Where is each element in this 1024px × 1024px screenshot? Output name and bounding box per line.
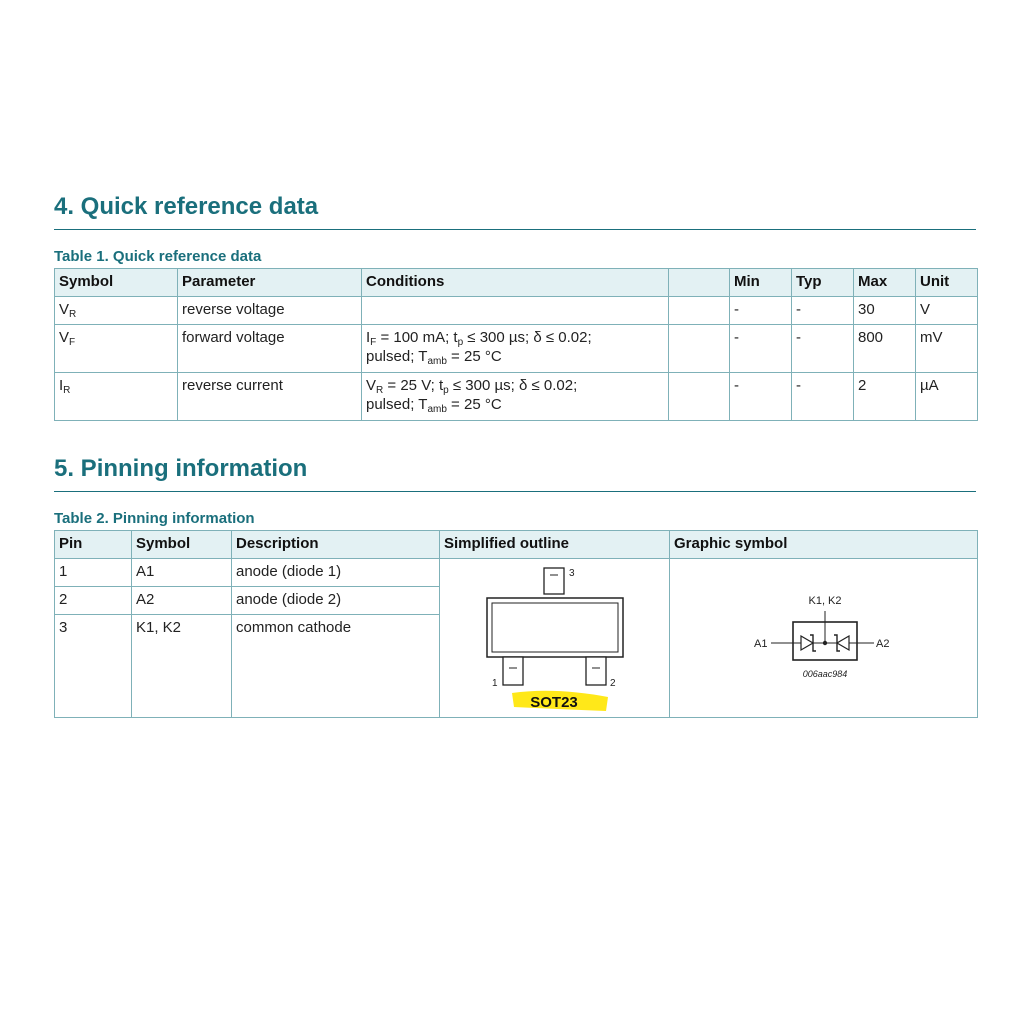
package-body [487, 598, 623, 657]
conditions-line-2: pulsed; $T_{amb} = 25$ °C [366, 348, 502, 367]
section-5-rule [54, 491, 976, 492]
max-cell: 30 [854, 297, 916, 325]
pinning-table [54, 530, 978, 718]
header-description: Description [232, 531, 440, 559]
pin-1-lead [503, 657, 523, 685]
pin-2-lead [586, 657, 606, 685]
pin-3-label: 3 [569, 568, 575, 579]
min-cell: - [730, 373, 792, 421]
header-typ: Typ [792, 269, 854, 297]
header-symbol: Symbol [55, 269, 178, 297]
header-max: Max [854, 269, 916, 297]
symbol-cell: $V_R$ [55, 297, 178, 325]
parameter-cell: forward voltage [178, 325, 362, 373]
diode-graphic-symbol [670, 559, 977, 717]
header-outline: Simplified outline [440, 531, 670, 559]
spacer-cell [669, 373, 730, 421]
max-cell: 800 [854, 325, 916, 373]
pin-1-label: 1 [492, 678, 498, 689]
description-cell: common cathode [232, 615, 440, 718]
pin-3-lead [544, 568, 564, 594]
table-row [55, 559, 978, 587]
table-header-row [55, 531, 978, 559]
conditions-line-1: $I_F = 100$ mA; $t_p \le 300$ µs; δ ≤ 0.02; [366, 329, 592, 348]
unit-cell: µA [916, 373, 978, 421]
conditions-cell [362, 325, 669, 373]
symbol-cell: $V_F$ [55, 325, 178, 373]
table-row [55, 325, 978, 373]
junction-dot [823, 641, 827, 645]
parameter-cell: reverse voltage [178, 297, 362, 325]
anode-1-label: A1 [754, 638, 768, 650]
header-conditions: Conditions [362, 269, 669, 297]
figure-reference-code: 006aac984 [802, 669, 848, 679]
table-1-caption: Table 1. Quick reference data [54, 248, 262, 265]
typ-cell: - [792, 373, 854, 421]
unit-cell: mV [916, 325, 978, 373]
spacer-cell [669, 325, 730, 373]
pin-cell: 3 [55, 615, 132, 718]
symbol-cell: A1 [132, 559, 232, 587]
sot23-outline-drawing [440, 559, 669, 717]
section-4-title: 4. Quick reference data [54, 193, 319, 220]
table-row [55, 297, 978, 325]
header-symbol: Symbol [132, 531, 232, 559]
min-cell: - [730, 325, 792, 373]
symbol-cell: K1, K2 [132, 615, 232, 718]
table-header-row [55, 269, 978, 297]
pin-cell: 2 [55, 587, 132, 615]
header-parameter: Parameter [178, 269, 362, 297]
typ-cell: - [792, 325, 854, 373]
pin-cell: 1 [55, 559, 132, 587]
conditions-line-2: pulsed; $T_{amb} = 25$ °C [366, 396, 502, 415]
section-5-title: 5. Pinning information [54, 455, 308, 482]
conditions-cell [362, 373, 669, 421]
conditions-cell [362, 297, 669, 325]
simplified-outline-cell [440, 559, 670, 718]
cathode-label: K1, K2 [808, 595, 842, 607]
typ-cell: - [792, 297, 854, 325]
diode-1-triangle [801, 636, 813, 650]
symbol-cell: A2 [132, 587, 232, 615]
quick-reference-table [54, 268, 978, 421]
table-row [55, 373, 978, 421]
anode-2-label: A2 [876, 638, 890, 650]
unit-cell: V [916, 297, 978, 325]
table-2-caption: Table 2. Pinning information [54, 510, 255, 527]
max-cell: 2 [854, 373, 916, 421]
header-min: Min [730, 269, 792, 297]
min-cell: - [730, 297, 792, 325]
header-unit: Unit [916, 269, 978, 297]
pin-2-label: 2 [610, 678, 616, 689]
diode-2-triangle [837, 636, 849, 650]
description-cell: anode (diode 2) [232, 587, 440, 615]
section-4-rule [54, 229, 976, 230]
package-name: SOT23 [530, 694, 578, 711]
spacer-cell [669, 297, 730, 325]
header-graphic-symbol: Graphic symbol [670, 531, 978, 559]
symbol-cell: $I_R$ [55, 373, 178, 421]
graphic-symbol-cell [670, 559, 978, 718]
header-pin: Pin [55, 531, 132, 559]
description-cell: anode (diode 1) [232, 559, 440, 587]
parameter-cell: reverse current [178, 373, 362, 421]
conditions-line-1: $V_R = 25$ V; $t_p \le 300$ µs; δ ≤ 0.02; [366, 377, 578, 396]
header-spacer [669, 269, 730, 297]
